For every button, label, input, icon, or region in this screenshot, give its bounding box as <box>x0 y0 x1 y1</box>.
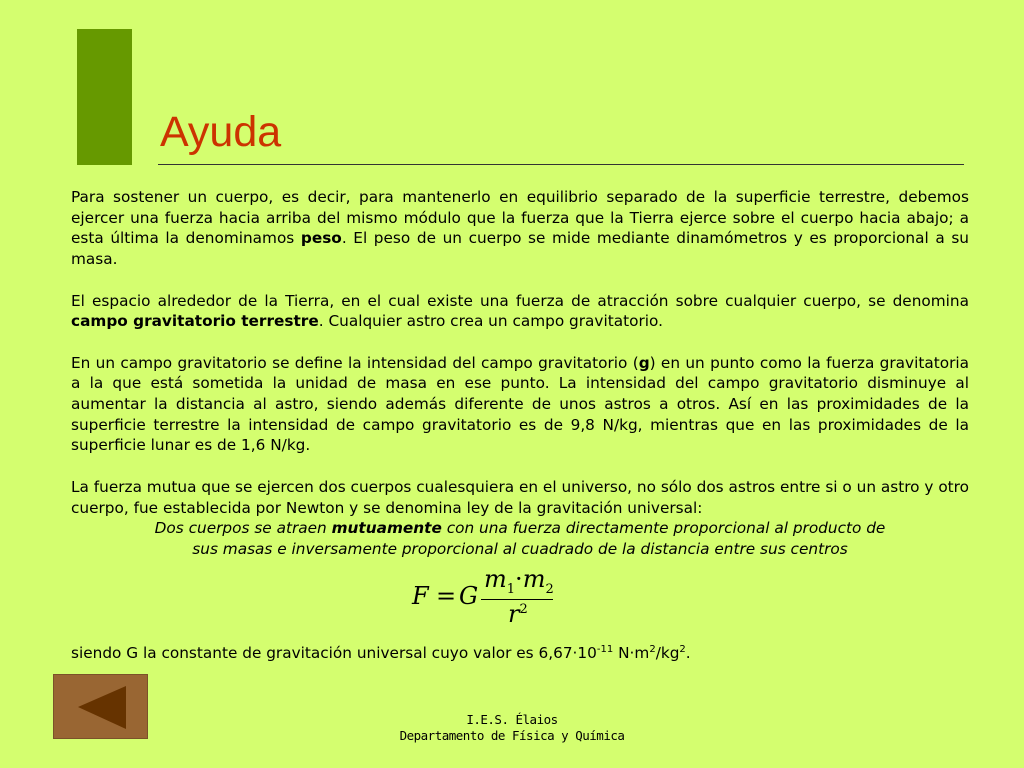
term-mutuamente: mutuamente <box>331 519 442 538</box>
formula-numerator: $m_1\cdot m_2$ <box>484 565 554 597</box>
term-campo-gravitatorio: campo gravitatorio terrestre <box>71 312 319 331</box>
slide-body <box>71 187 969 560</box>
gravitational-constant-text: siendo G la constante de gravitación universal cuyo valor es $6,67\cdot 10^{-11}$ $N\cdot m^2/kg^2$. <box>71 644 691 663</box>
law-statement-line-2: sus masas e inversamente proporcional al cuadrado de la distancia entre sus centros <box>192 539 848 558</box>
triangle-left-icon <box>54 675 149 740</box>
paragraph-newton: La fuerza mutua que se ejercen dos cuerpos cualesquiera en el universo, no sólo dos astros entre si o un astro y otro cuerpo, fue establecida por Newton y se denomina ley de la gravitación universal: <box>71 477 969 517</box>
footer <box>380 712 644 744</box>
slide-title: Ayuda <box>160 108 282 156</box>
gravitation-formula <box>412 567 562 631</box>
formula-equals: = <box>436 582 457 610</box>
footer-school: I.E.S. Élaios <box>466 712 558 727</box>
law-statement-line-1: Dos cuerpos se atraen mutuamente con una fuerza directamente proporcional al producto de <box>154 519 886 538</box>
paragraph-weight: Para sostener un cuerpo, es decir, para mantenerlo en equilibrio separado de la superficie terrestre, debemos ejercer una fuerza hacia arriba del mismo módulo que la fuerza que la Tierra ejerce sobre el cuerpo hacia abajo; a esta última la denominamos peso. El peso de un cuerpo se mide mediante dinamómetros y es proporcional a su masa. <box>71 188 969 269</box>
term-g: g <box>638 353 650 372</box>
formula-force: F <box>412 582 429 610</box>
title-divider <box>158 164 964 165</box>
footer-department: Departamento de Física y Química <box>399 728 625 743</box>
paragraph-field-intensity: En un campo gravitatorio se define la intensidad del campo gravitatorio (g) en un punto como la fuerza gravitatoria a la que está sometida la unidad de masa en ese punto. La intensidad del campo gravitatorio disminuye al aumentar la distancia al astro, siendo además diferente de unos astros a otros. Así en las proximidades de la superficie terrestre la intensidad de campo gravitatorio es de 9,8 N/kg, mientras que en las proximidades de la superficie lunar es de 1,6 N/kg. <box>71 353 969 455</box>
term-peso: peso <box>300 229 342 248</box>
paragraph-gravitational-field: El espacio alrededor de la Tierra, en el cual existe una fuerza de atracción sobre cualquier cuerpo, se denomina campo gravitatorio terrestre. Cualquier astro crea un campo gravitatorio. <box>71 291 969 331</box>
accent-bar <box>77 29 132 165</box>
formula-constant: G <box>459 582 479 610</box>
formula-denominator: $r^2$ <box>508 600 528 628</box>
back-button[interactable] <box>53 674 148 739</box>
